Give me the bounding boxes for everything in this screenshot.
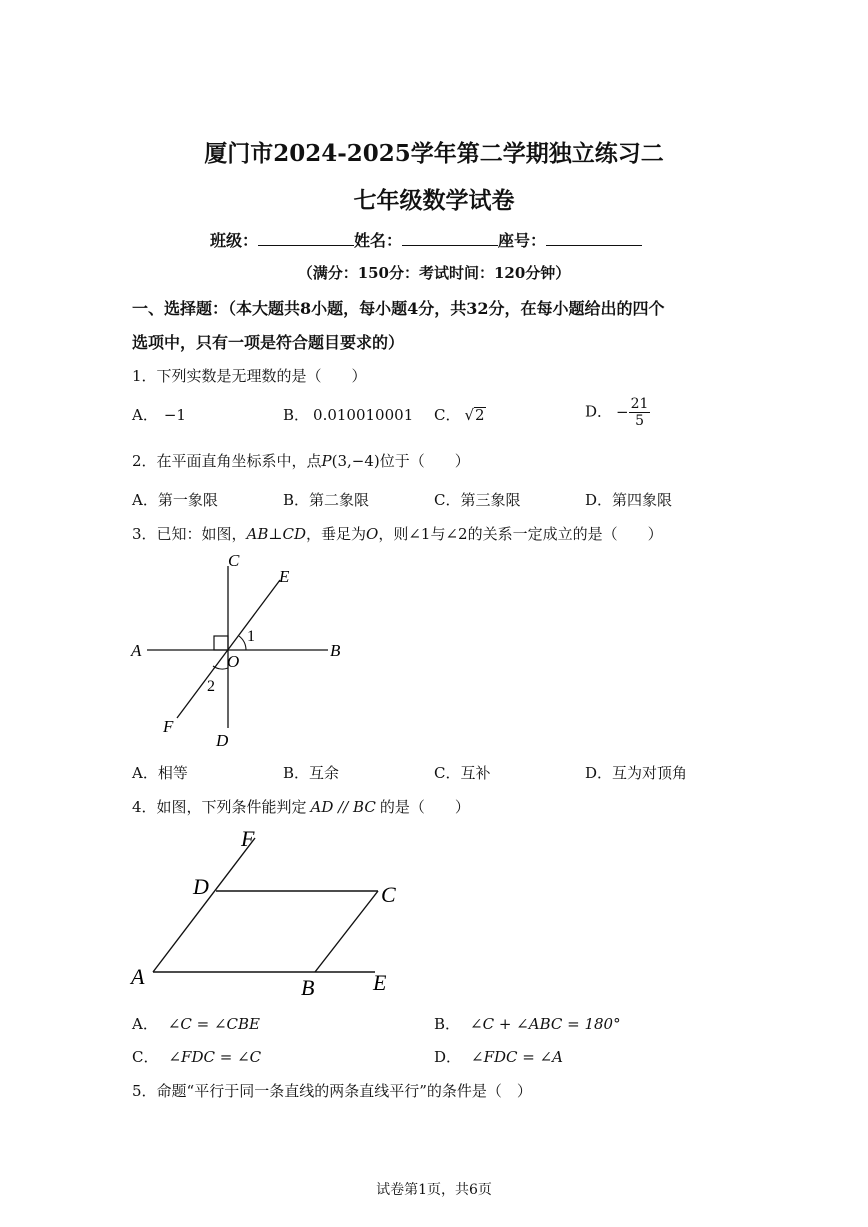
exam-title: 厦门市2024-2025学年第二学期独立练习二 — [204, 140, 664, 167]
label-d: D — [216, 731, 229, 750]
option-label: C． — [132, 1048, 159, 1066]
q4-figure — [125, 822, 410, 1002]
class-label: 班级： — [210, 231, 259, 250]
sqrt-sign: √ — [464, 406, 475, 424]
right-angle-mark — [214, 636, 228, 650]
label-e: E — [279, 567, 290, 586]
q1-option-d[interactable] — [585, 396, 650, 429]
seat-label: 座号： — [498, 231, 547, 250]
option-label: A． — [132, 1015, 158, 1033]
minus-sign: − — [616, 402, 629, 421]
q3-option-d[interactable]: D．互为对顶角 — [585, 764, 688, 782]
q5-stem: 5．命题“平行于同一条直线的两条直线平行”的条件是（ ） — [132, 1082, 532, 1100]
point-name: P — [321, 452, 332, 470]
label-f: F — [163, 717, 174, 736]
exam-subtitle: 七年级数学试卷 — [353, 187, 515, 214]
radicand: 2 — [475, 406, 485, 424]
option-label: C． — [434, 406, 461, 424]
denominator: 5 — [635, 413, 644, 429]
option-label: A． — [132, 406, 158, 424]
option-label: D． — [585, 402, 613, 421]
page-footer: 试卷第1页，共6页 — [376, 1182, 492, 1198]
student-info-row — [210, 228, 642, 251]
q1-stem: 1．下列实数是无理数的是（ ） — [132, 367, 367, 385]
stem-text: 3．已知：如图， — [132, 525, 247, 543]
option-value: ∠FDC = ∠C — [168, 1048, 262, 1066]
q4-option-d[interactable] — [434, 1046, 563, 1067]
q2-option-c[interactable]: C．第三象限 — [434, 491, 521, 509]
name-label: 姓名： — [354, 231, 403, 250]
q2-option-b[interactable]: B．第二象限 — [283, 491, 370, 509]
label-a: A — [131, 964, 145, 989]
option-value: ∠FDC = ∠A — [471, 1048, 564, 1066]
q2-option-d[interactable]: D．第四象限 — [585, 491, 673, 509]
q4-option-a[interactable] — [132, 1013, 260, 1034]
q2-stem — [132, 450, 470, 471]
q2-option-a[interactable]: A．第一象限 — [132, 491, 218, 509]
fraction — [629, 396, 651, 429]
stem-text: ，垂足为 — [306, 525, 367, 543]
label-angle1: 1 — [247, 628, 255, 645]
angle1-arc — [239, 636, 246, 650]
label-e: E — [373, 970, 387, 995]
option-value: −1 — [163, 406, 186, 424]
option-label: D． — [434, 1048, 462, 1066]
q3-option-c[interactable]: C．互补 — [434, 764, 491, 782]
option-value: ∠C + ∠ABC = 180° — [470, 1015, 621, 1033]
option-label: B． — [434, 1015, 461, 1033]
option-value: ∠C = ∠CBE — [167, 1015, 261, 1033]
score-info: （满分：150分：考试时间：120分钟） — [297, 264, 571, 282]
q3-option-a[interactable]: A．相等 — [132, 764, 188, 782]
label-b: B — [301, 975, 315, 1000]
q1-option-a[interactable] — [132, 404, 186, 425]
stem-text: 4．如图，下列条件能判定 — [132, 798, 307, 816]
label-c: C — [228, 551, 240, 570]
stem-text: 位于（ ） — [379, 452, 470, 470]
seat-blank[interactable] — [546, 231, 642, 246]
q1-option-b[interactable] — [283, 404, 413, 425]
parallel-expression: AD // BC — [310, 798, 376, 816]
q4-option-c[interactable] — [132, 1046, 261, 1067]
line-af — [153, 838, 255, 972]
numerator: 21 — [630, 396, 649, 412]
section1-heading-line1: 一、选择题：（本大题共8小题，每小题4分，共32分，在每小题给出的四个 — [132, 299, 665, 318]
option-label: B． — [283, 406, 310, 424]
label-b: B — [330, 641, 341, 660]
point-coords: (3,−4) — [331, 452, 380, 470]
label-a: A — [131, 641, 142, 660]
q4-stem — [132, 796, 470, 817]
stem-text: 2．在平面直角坐标系中，点 — [132, 452, 322, 470]
label-o: O — [227, 652, 240, 671]
q3-figure — [125, 548, 355, 753]
perp-expression: AB⊥CD — [246, 525, 307, 543]
label-c: C — [381, 882, 396, 907]
label-angle2: 2 — [207, 678, 215, 695]
stem-text: ，则∠1与∠2的关系一定成立的是（ ） — [378, 525, 663, 543]
label-d: D — [193, 874, 209, 899]
q4-option-b[interactable] — [434, 1013, 621, 1034]
q3-option-b[interactable]: B．互余 — [283, 764, 340, 782]
q3-stem — [132, 523, 663, 544]
q1-option-c[interactable] — [434, 404, 486, 425]
section1-heading-line2: 选项中，只有一项是符合题目要求的） — [132, 333, 405, 352]
line-cb — [315, 891, 378, 972]
stem-text: 的是（ ） — [379, 798, 470, 816]
option-value: 0.010010001 — [313, 406, 414, 424]
foot-point: O — [366, 525, 379, 543]
name-blank[interactable] — [402, 231, 498, 246]
class-blank[interactable] — [258, 231, 354, 246]
label-f: F — [241, 826, 255, 851]
